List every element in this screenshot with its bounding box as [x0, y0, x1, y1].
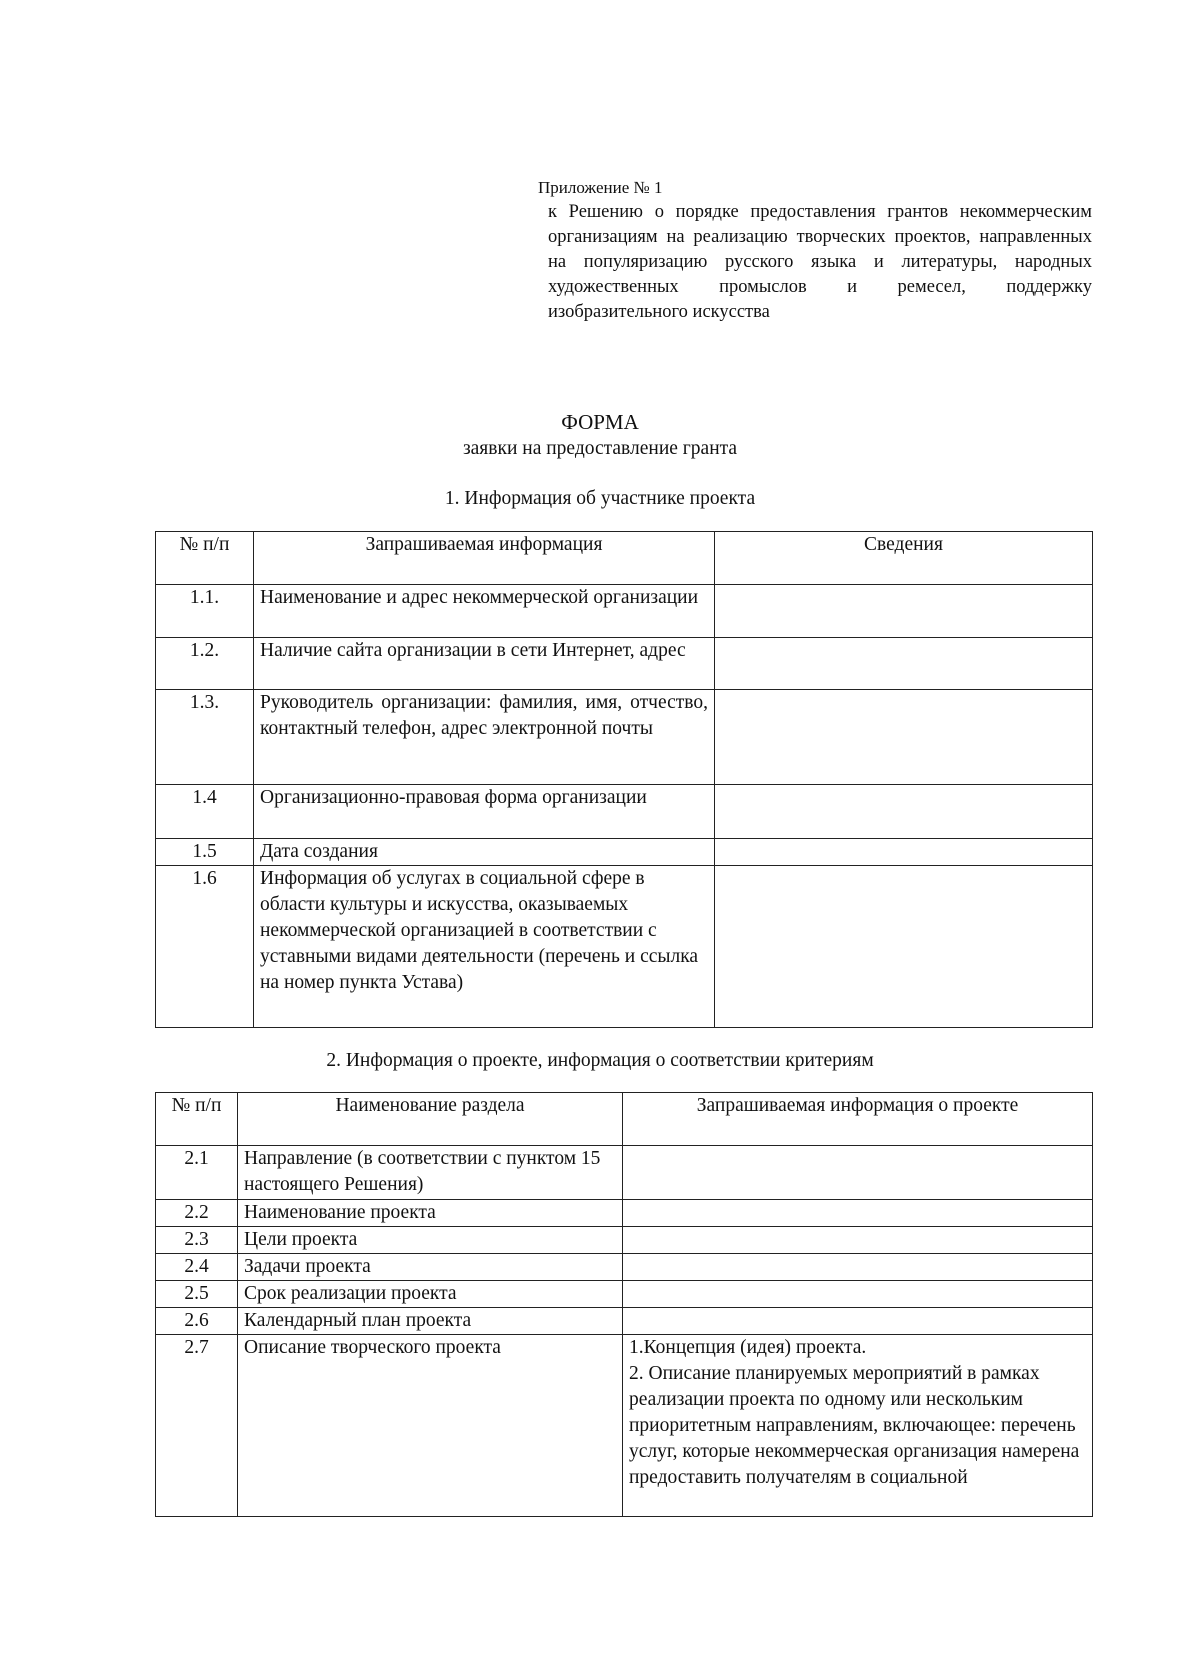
row-value-field[interactable]: [715, 866, 1093, 1028]
row-number: 2.2: [156, 1200, 238, 1227]
form-subtitle: заявки на предоставление гранта: [462, 438, 738, 459]
annex-text: к Решению о порядке предоставления грантов некоммерческим организациям на реализацию творческих проектов, направленных на популяризацию русского языка и литературы, народных художественных промыслов и ремесел, поддержку изобразительного искусства: [548, 202, 1092, 322]
row-value-field[interactable]: [623, 1254, 1093, 1281]
col-header-number: № п/п: [156, 1093, 238, 1146]
row-value-field[interactable]: [715, 638, 1093, 690]
value-line-1: 1.Концепция (идея) проекта.: [629, 1337, 867, 1358]
table-row: [156, 638, 1093, 690]
row-value-field[interactable]: [715, 585, 1093, 638]
project-info-table: [155, 1092, 1093, 1517]
row-value-field[interactable]: [623, 1200, 1093, 1227]
table-header-row: [156, 532, 1093, 585]
row-value-field[interactable]: [623, 1146, 1093, 1200]
row-label: Наименование проекта: [238, 1200, 623, 1227]
row-number: 1.2.: [156, 638, 254, 690]
row-value-field[interactable]: [623, 1227, 1093, 1254]
col-header-project-info: Запрашиваемая информация о проекте: [623, 1093, 1093, 1146]
participant-info-table: [155, 531, 1093, 1028]
row-number: 1.5: [156, 839, 254, 866]
row-label: Задачи проекта: [238, 1254, 623, 1281]
col-header-section-name: Наименование раздела: [238, 1093, 623, 1146]
table-row: [156, 1335, 1093, 1517]
form-title: ФОРМА: [561, 410, 639, 434]
annex-label: Приложение № 1: [538, 178, 663, 197]
table-row: [156, 1146, 1093, 1200]
row-value-field[interactable]: [715, 690, 1093, 785]
row-value-field[interactable]: [715, 785, 1093, 839]
table-row: [156, 1308, 1093, 1335]
row-number: 2.6: [156, 1308, 238, 1335]
row-label: Руководитель организации: фамилия, имя, отчество, контактный телефон, адрес электронной почты: [254, 690, 715, 785]
col-header-details: Сведения: [715, 532, 1093, 585]
row-number: 2.1: [156, 1146, 238, 1200]
row-label: Наименование и адрес некоммерческой организации: [254, 585, 715, 638]
row-label: Срок реализации проекта: [238, 1281, 623, 1308]
row-value-field[interactable]: [715, 839, 1093, 866]
row-value-field[interactable]: [623, 1281, 1093, 1308]
table-row: [156, 1200, 1093, 1227]
table-row: [156, 1281, 1093, 1308]
row-value-text: [623, 1335, 1093, 1517]
row-number: 1.6: [156, 866, 254, 1028]
table-row: [156, 785, 1093, 839]
row-number: 1.4: [156, 785, 254, 839]
table-row: [156, 690, 1093, 785]
table-row: [156, 839, 1093, 866]
col-header-number: № п/п: [156, 532, 254, 585]
row-number: 2.3: [156, 1227, 238, 1254]
row-number: 1.3.: [156, 690, 254, 785]
row-number: 2.4: [156, 1254, 238, 1281]
row-label: Организационно-правовая форма организации: [254, 785, 715, 839]
row-number: 2.5: [156, 1281, 238, 1308]
row-label: Описание творческого проекта: [238, 1335, 623, 1517]
table-row: [156, 866, 1093, 1028]
section-2-title: 2. Информация о проекте, информация о соответствии критериям: [326, 1050, 874, 1071]
row-number: 2.7: [156, 1335, 238, 1517]
table-row: [156, 585, 1093, 638]
table-row: [156, 1227, 1093, 1254]
row-number: 1.1.: [156, 585, 254, 638]
section-1-title: 1. Информация об участнике проекта: [444, 488, 756, 509]
row-label: Наличие сайта организации в сети Интернет, адрес: [254, 638, 715, 690]
col-header-requested-info: Запрашиваемая информация: [254, 532, 715, 585]
table-header-row: [156, 1093, 1093, 1146]
row-label: Направление (в соответствии с пунктом 15 настоящего Решения): [238, 1146, 623, 1200]
value-line-2: 2. Описание планируемых мероприятий в рамках реализации проекта по одному или нескольким приоритетным направлениям, включающее: перечень услуг, которые некоммерческая организация намерена предоставить получателям в социальной: [629, 1363, 1080, 1488]
row-value-field[interactable]: [623, 1308, 1093, 1335]
row-label: Цели проекта: [238, 1227, 623, 1254]
table-row: [156, 1254, 1093, 1281]
row-label: Дата создания: [254, 839, 715, 866]
row-label: Информация об услугах в социальной сфере в области культуры и искусства, оказываемых некоммерческой организацией в соответствии с уставными видами деятельности (перечень и ссылка на номер пункта Устава): [254, 866, 715, 1028]
row-label: Календарный план проекта: [238, 1308, 623, 1335]
